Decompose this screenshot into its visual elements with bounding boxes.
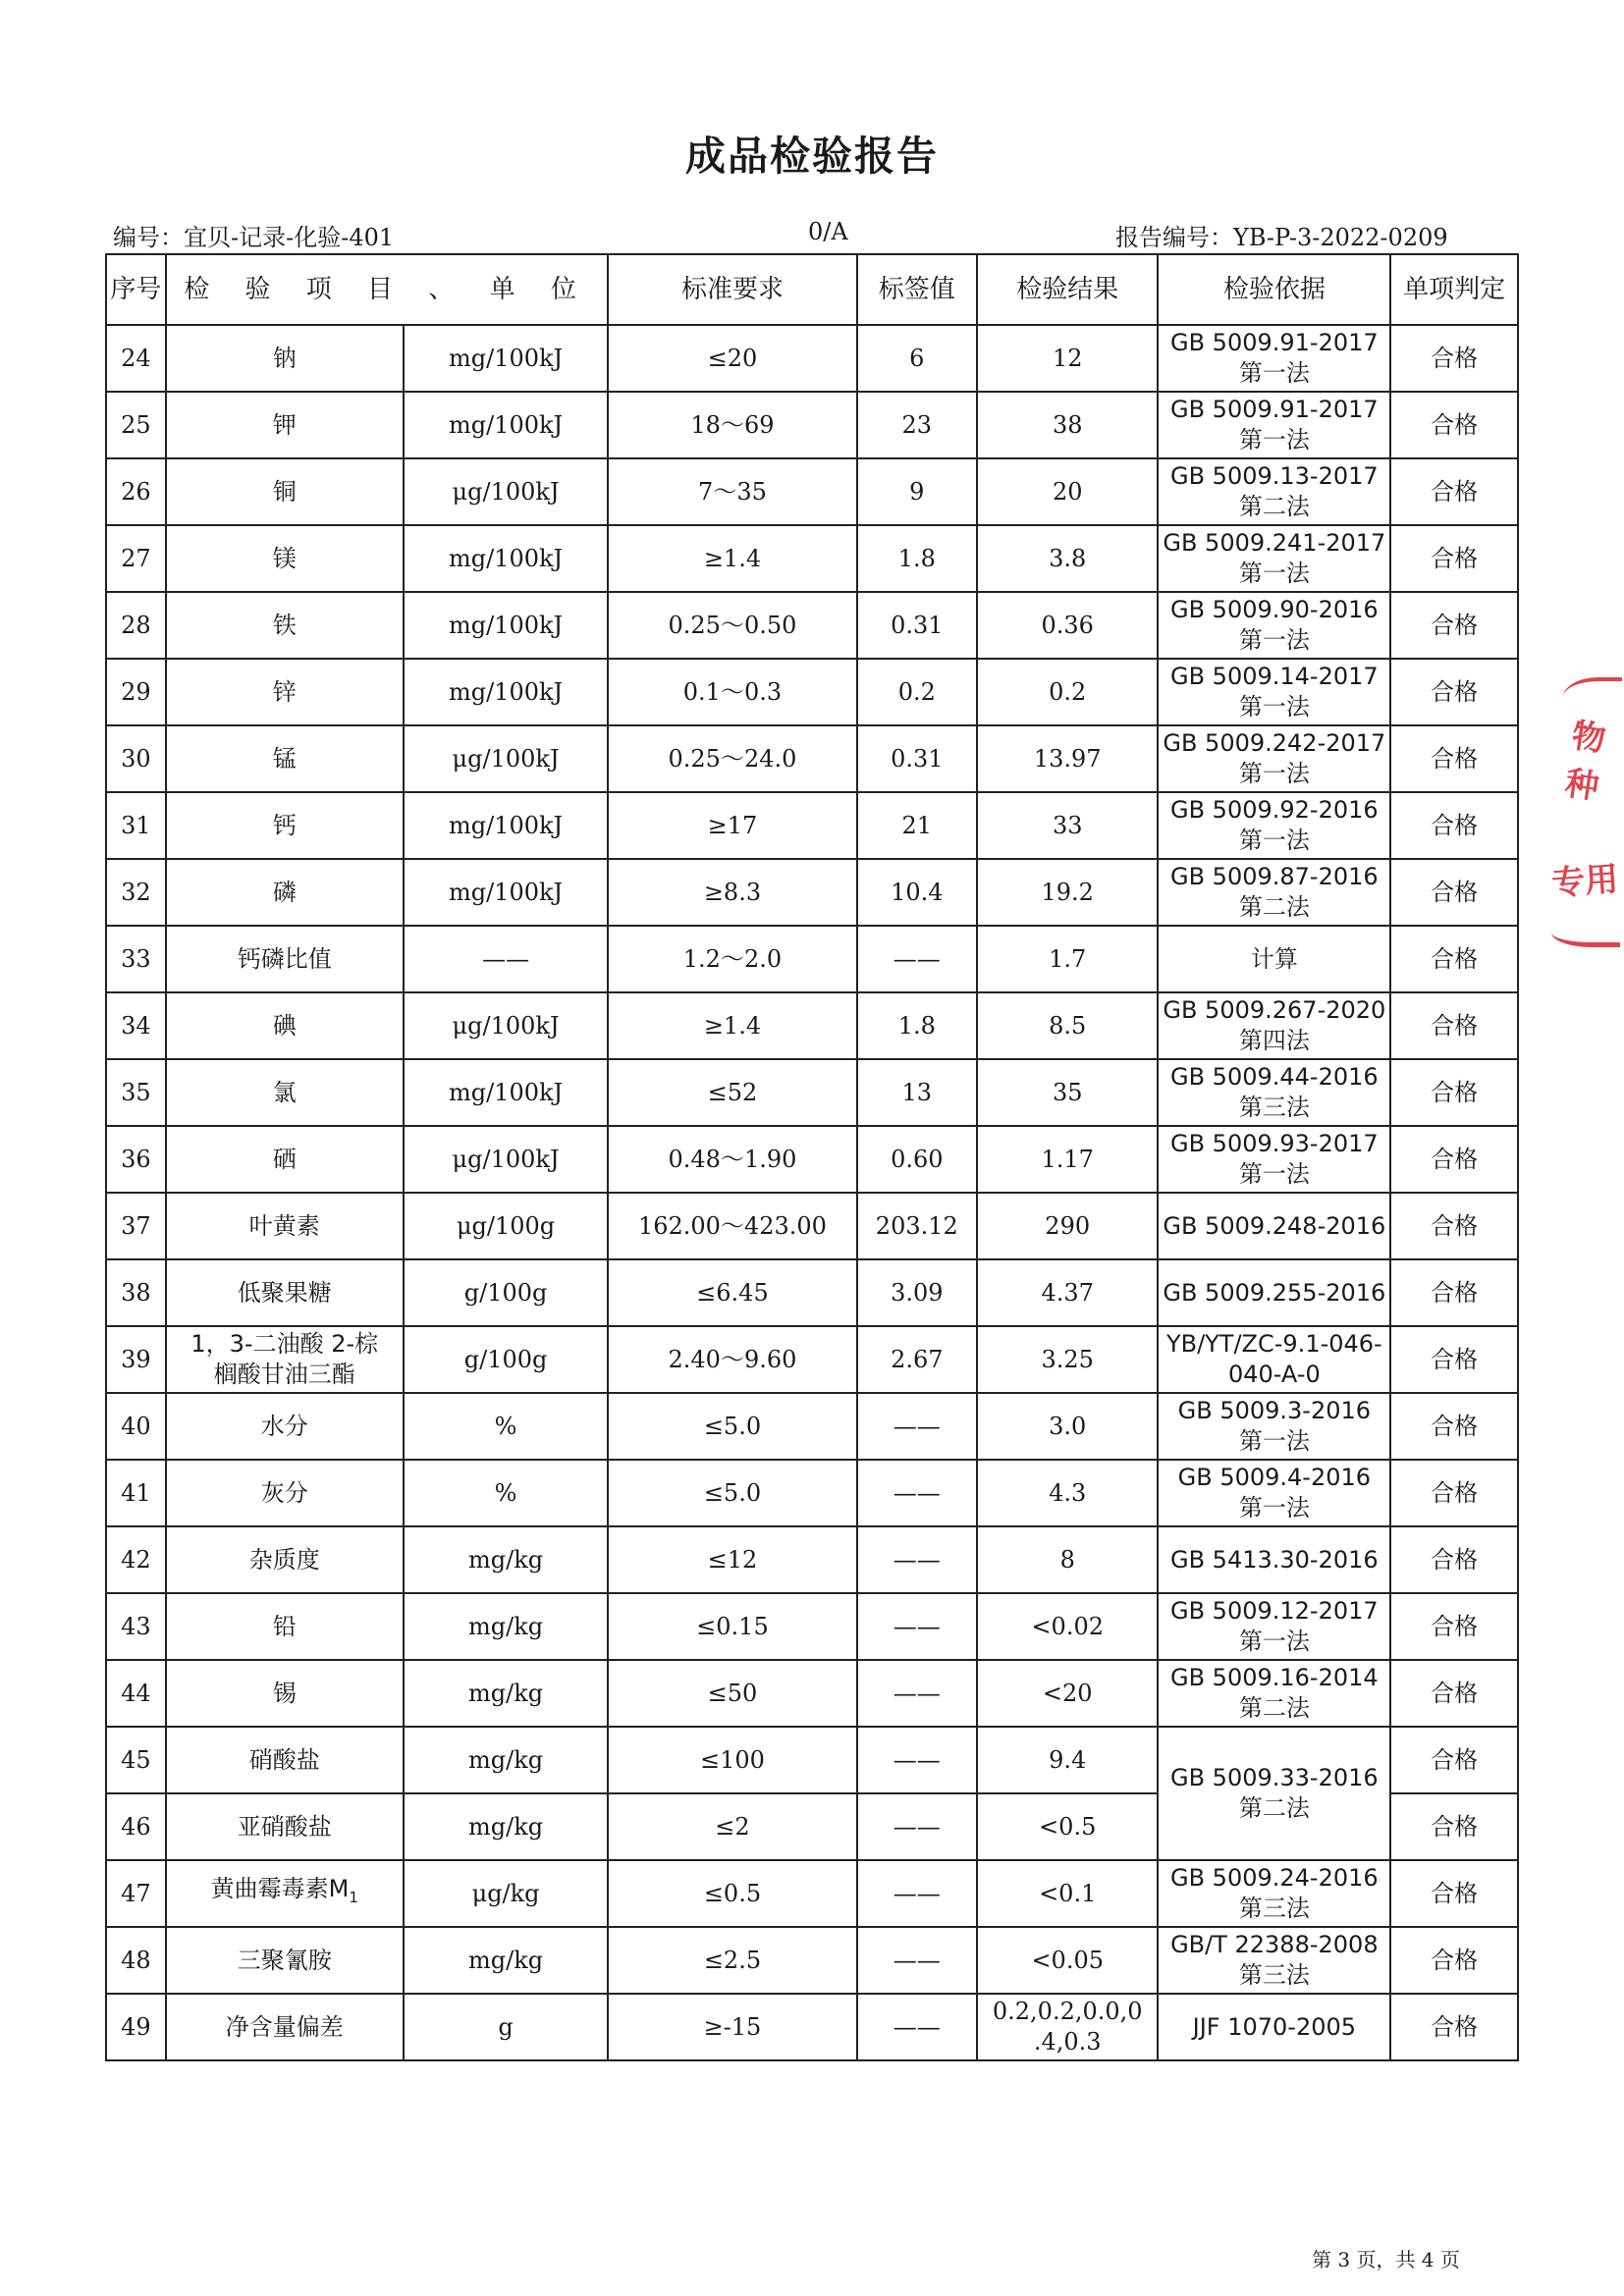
judgement: 合格	[1390, 1793, 1518, 1860]
col-seq: 序号	[106, 254, 166, 325]
test-method: GB 5009.3-2016 第一法	[1158, 1393, 1390, 1460]
test-result: 3.25	[977, 1326, 1158, 1393]
table-row	[106, 1326, 1518, 1393]
judgement: 合格	[1390, 926, 1518, 992]
table-row	[106, 1593, 1518, 1660]
test-method: GB 5009.91-2017 第一法	[1158, 325, 1390, 392]
label-value: 1.8	[857, 992, 978, 1059]
col-result: 检验结果	[977, 254, 1158, 325]
test-method: YB/YT/ZC-9.1-046- 040-A-0	[1158, 1326, 1390, 1393]
item-unit: mg/100kJ	[404, 392, 609, 458]
test-method: GB 5009.24-2016 第三法	[1158, 1860, 1390, 1927]
standard-requirement: ≥8.3	[608, 859, 856, 926]
table-row	[106, 1526, 1518, 1593]
test-result: 0.2	[977, 659, 1158, 725]
table-row	[106, 792, 1518, 859]
standard-requirement: ≤100	[608, 1727, 856, 1793]
item-unit: μg/100g	[404, 1193, 609, 1259]
row-number: 33	[106, 926, 166, 992]
item-unit: mg/kg	[404, 1793, 609, 1860]
standard-requirement: ≥-15	[608, 1994, 856, 2060]
row-number: 25	[106, 392, 166, 458]
item-name: 锌	[166, 659, 404, 725]
standard-requirement: 7～35	[608, 458, 856, 525]
test-method: GB/T 22388-2008 第三法	[1158, 1927, 1390, 1994]
standard-requirement: ≥1.4	[608, 992, 856, 1059]
header-row	[106, 254, 1518, 325]
standard-requirement: ≤20	[608, 325, 856, 392]
test-result: 0.2,0.2,0.0,0 .4,0.3	[977, 1994, 1158, 2060]
item-unit: ——	[404, 926, 609, 992]
inspection-table	[105, 253, 1519, 2061]
standard-requirement: ≤5.0	[608, 1460, 856, 1526]
label-value: 1.8	[857, 525, 978, 592]
page-footer: 第 3 页，共 4 页	[1312, 2248, 1460, 2271]
item-name: 杂质度	[166, 1526, 404, 1593]
test-method: GB 5009.248-2016	[1158, 1193, 1390, 1259]
item-unit: mg/kg	[404, 1526, 609, 1593]
test-method: GB 5009.33-2016 第二法	[1158, 1727, 1390, 1860]
judgement: 合格	[1390, 1126, 1518, 1193]
item-unit: mg/kg	[404, 1927, 609, 1994]
standard-requirement: ≤6.45	[608, 1259, 856, 1326]
test-result: 0.36	[977, 592, 1158, 659]
test-result: 3.8	[977, 525, 1158, 592]
standard-requirement: ≥1.4	[608, 525, 856, 592]
table-row	[106, 859, 1518, 926]
row-number: 47	[106, 1860, 166, 1927]
label-value: 0.31	[857, 725, 978, 792]
row-number: 34	[106, 992, 166, 1059]
test-result: 8.5	[977, 992, 1158, 1059]
test-method: GB 5009.255-2016	[1158, 1259, 1390, 1326]
label-value: 0.31	[857, 592, 978, 659]
judgement: 合格	[1390, 1927, 1518, 1994]
standard-requirement: ≤0.5	[608, 1860, 856, 1927]
standard-requirement: ≥17	[608, 792, 856, 859]
item-name: 钙	[166, 792, 404, 859]
row-number: 29	[106, 659, 166, 725]
table-row	[106, 1059, 1518, 1126]
table-row	[106, 1927, 1518, 1994]
test-method: GB 5009.44-2016 第三法	[1158, 1059, 1390, 1126]
item-name: 钠	[166, 325, 404, 392]
table-row	[106, 1393, 1518, 1460]
test-result: <0.02	[977, 1593, 1158, 1660]
table-row	[106, 458, 1518, 525]
standard-requirement: ≤5.0	[608, 1393, 856, 1460]
item-name: 钾	[166, 392, 404, 458]
item-unit: μg/100kJ	[404, 458, 609, 525]
red-seal-stamp: 物种 专用	[1543, 677, 1624, 952]
label-value: 203.12	[857, 1193, 978, 1259]
test-result: <0.1	[977, 1860, 1158, 1927]
judgement: 合格	[1390, 859, 1518, 926]
judgement: 合格	[1390, 1059, 1518, 1126]
row-number: 39	[106, 1326, 166, 1393]
item-name: 黄曲霉毒素$M_1$	[166, 1860, 404, 1927]
item-unit: %	[404, 1460, 609, 1526]
version-number: 0/A	[808, 218, 848, 245]
test-result: 4.37	[977, 1259, 1158, 1326]
standard-requirement: 0.25～24.0	[608, 725, 856, 792]
test-method: GB 5009.13-2017 第二法	[1158, 458, 1390, 525]
test-method: GB 5009.242-2017 第一法	[1158, 725, 1390, 792]
standard-requirement: ≤52	[608, 1059, 856, 1126]
item-unit: μg/kg	[404, 1860, 609, 1927]
test-method: GB 5009.87-2016 第二法	[1158, 859, 1390, 926]
report-number: 报告编号：YB-P-3-2022-0209	[1115, 224, 1448, 251]
standard-requirement: ≤0.15	[608, 1593, 856, 1660]
item-name: 锰	[166, 725, 404, 792]
judgement: 合格	[1390, 592, 1518, 659]
item-name: 叶黄素	[166, 1193, 404, 1259]
test-result: 38	[977, 392, 1158, 458]
row-number: 27	[106, 525, 166, 592]
table-row	[106, 1660, 1518, 1727]
standard-requirement: ≤2.5	[608, 1927, 856, 1994]
standard-requirement: ≤12	[608, 1526, 856, 1593]
label-value: 0.60	[857, 1126, 978, 1193]
label-value: ——	[857, 926, 978, 992]
row-number: 30	[106, 725, 166, 792]
test-result: 13.97	[977, 725, 1158, 792]
table-row	[106, 592, 1518, 659]
row-number: 32	[106, 859, 166, 926]
item-unit: g/100g	[404, 1259, 609, 1326]
item-name: 灰分	[166, 1460, 404, 1526]
table-row	[106, 1727, 1518, 1793]
item-unit: μg/100kJ	[404, 1126, 609, 1193]
table-row	[106, 725, 1518, 792]
test-result: 19.2	[977, 859, 1158, 926]
judgement: 合格	[1390, 1526, 1518, 1593]
label-value: 2.67	[857, 1326, 978, 1393]
test-method: GB 5009.241-2017 第一法	[1158, 525, 1390, 592]
test-method: GB 5009.14-2017 第一法	[1158, 659, 1390, 725]
item-name: 氯	[166, 1059, 404, 1126]
judgement: 合格	[1390, 1326, 1518, 1393]
table-row	[106, 525, 1518, 592]
judgement: 合格	[1390, 525, 1518, 592]
label-value: ——	[857, 1460, 978, 1526]
row-number: 37	[106, 1193, 166, 1259]
label-value: 3.09	[857, 1259, 978, 1326]
item-unit: mg/100kJ	[404, 792, 609, 859]
item-unit: mg/100kJ	[404, 592, 609, 659]
standard-requirement: ≤2	[608, 1793, 856, 1860]
row-number: 26	[106, 458, 166, 525]
test-method: GB 5009.267-2020 第四法	[1158, 992, 1390, 1059]
item-unit: μg/100kJ	[404, 992, 609, 1059]
test-result: 1.17	[977, 1126, 1158, 1193]
row-number: 45	[106, 1727, 166, 1793]
item-name: 磷	[166, 859, 404, 926]
item-name: 铁	[166, 592, 404, 659]
test-method: GB 5413.30-2016	[1158, 1526, 1390, 1593]
label-value: ——	[857, 1927, 978, 1994]
test-result: <0.05	[977, 1927, 1158, 1994]
item-unit: mg/kg	[404, 1660, 609, 1727]
label-value: ——	[857, 1660, 978, 1727]
judgement: 合格	[1390, 992, 1518, 1059]
test-method: GB 5009.91-2017 第一法	[1158, 392, 1390, 458]
item-unit: mg/100kJ	[404, 859, 609, 926]
row-number: 43	[106, 1593, 166, 1660]
item-name: 水分	[166, 1393, 404, 1460]
table-row	[106, 1193, 1518, 1259]
judgement: 合格	[1390, 659, 1518, 725]
item-unit: mg/100kJ	[404, 1059, 609, 1126]
table-row	[106, 1460, 1518, 1526]
col-item-unit: 检 验 项 目 、 单 位	[166, 254, 609, 325]
item-name: 钙磷比值	[166, 926, 404, 992]
judgement: 合格	[1390, 392, 1518, 458]
label-value: ——	[857, 1593, 978, 1660]
test-method: GB 5009.4-2016 第一法	[1158, 1460, 1390, 1526]
test-method: GB 5009.90-2016 第一法	[1158, 592, 1390, 659]
test-result: <20	[977, 1660, 1158, 1727]
test-result: 4.3	[977, 1460, 1158, 1526]
row-number: 38	[106, 1259, 166, 1326]
test-result: <0.5	[977, 1793, 1158, 1860]
standard-requirement: ≤50	[608, 1660, 856, 1727]
label-value: 13	[857, 1059, 978, 1126]
test-result: 290	[977, 1193, 1158, 1259]
label-value: 6	[857, 325, 978, 392]
item-unit: g	[404, 1994, 609, 2060]
row-number: 46	[106, 1793, 166, 1860]
label-value: 0.2	[857, 659, 978, 725]
table-row	[106, 1860, 1518, 1927]
label-value: ——	[857, 1994, 978, 2060]
row-number: 35	[106, 1059, 166, 1126]
test-result: 3.0	[977, 1393, 1158, 1460]
item-name: 铜	[166, 458, 404, 525]
row-number: 40	[106, 1393, 166, 1460]
item-name: 铅	[166, 1593, 404, 1660]
item-name: 硒	[166, 1126, 404, 1193]
item-name: 低聚果糖	[166, 1259, 404, 1326]
judgement: 合格	[1390, 725, 1518, 792]
item-unit: mg/kg	[404, 1727, 609, 1793]
item-name: 镁	[166, 525, 404, 592]
item-unit: mg/100kJ	[404, 659, 609, 725]
item-unit: mg/kg	[404, 1593, 609, 1660]
table-row	[106, 992, 1518, 1059]
judgement: 合格	[1390, 1259, 1518, 1326]
test-result: 9.4	[977, 1727, 1158, 1793]
test-method: GB 5009.12-2017 第一法	[1158, 1593, 1390, 1660]
label-value: ——	[857, 1793, 978, 1860]
test-result: 35	[977, 1059, 1158, 1126]
judgement: 合格	[1390, 325, 1518, 392]
item-name: 锡	[166, 1660, 404, 1727]
row-number: 44	[106, 1660, 166, 1727]
table-row	[106, 392, 1518, 458]
table-row	[106, 1126, 1518, 1193]
judgement: 合格	[1390, 1193, 1518, 1259]
judgement: 合格	[1390, 1593, 1518, 1660]
row-number: 28	[106, 592, 166, 659]
standard-requirement: 2.40～9.60	[608, 1326, 856, 1393]
row-number: 31	[106, 792, 166, 859]
standard-requirement: 162.00～423.00	[608, 1193, 856, 1259]
test-result: 20	[977, 458, 1158, 525]
label-value: 9	[857, 458, 978, 525]
standard-requirement: 0.25～0.50	[608, 592, 856, 659]
test-method: GB 5009.93-2017 第一法	[1158, 1126, 1390, 1193]
col-label-value: 标签值	[857, 254, 978, 325]
judgement: 合格	[1390, 1727, 1518, 1793]
judgement: 合格	[1390, 458, 1518, 525]
label-value: ——	[857, 1860, 978, 1927]
report-title: 成品检验报告	[685, 133, 939, 180]
item-name: 硝酸盐	[166, 1727, 404, 1793]
label-value: ——	[857, 1727, 978, 1793]
test-method: JJF 1070-2005	[1158, 1994, 1390, 2060]
item-unit: g/100g	[404, 1326, 609, 1393]
item-unit: μg/100kJ	[404, 725, 609, 792]
label-value: 23	[857, 392, 978, 458]
test-result: 12	[977, 325, 1158, 392]
judgement: 合格	[1390, 792, 1518, 859]
table-row	[106, 1259, 1518, 1326]
judgement: 合格	[1390, 1660, 1518, 1727]
label-value: 10.4	[857, 859, 978, 926]
item-unit: %	[404, 1393, 609, 1460]
test-result: 1.7	[977, 926, 1158, 992]
label-value: ——	[857, 1526, 978, 1593]
row-number: 24	[106, 325, 166, 392]
col-method: 检验依据	[1158, 254, 1390, 325]
label-value: ——	[857, 1393, 978, 1460]
item-name: 净含量偏差	[166, 1994, 404, 2060]
label-value: 21	[857, 792, 978, 859]
row-number: 49	[106, 1994, 166, 2060]
item-name: 亚硝酸盐	[166, 1793, 404, 1860]
row-number: 41	[106, 1460, 166, 1526]
judgement: 合格	[1390, 1860, 1518, 1927]
col-standard: 标准要求	[608, 254, 856, 325]
col-judgement: 单项判定	[1390, 254, 1518, 325]
item-name: 三聚氰胺	[166, 1927, 404, 1994]
item-name: 碘	[166, 992, 404, 1059]
table-row	[106, 1994, 1518, 2060]
standard-requirement: 18～69	[608, 392, 856, 458]
row-number: 42	[106, 1526, 166, 1593]
judgement: 合格	[1390, 1994, 1518, 2060]
table-row	[106, 659, 1518, 725]
test-method: GB 5009.16-2014 第二法	[1158, 1660, 1390, 1727]
test-result: 33	[977, 792, 1158, 859]
standard-requirement: 1.2～2.0	[608, 926, 856, 992]
test-method: 计算	[1158, 926, 1390, 992]
row-number: 36	[106, 1126, 166, 1193]
row-number: 48	[106, 1927, 166, 1994]
item-name: 1，3-二油酸 2-棕 榈酸甘油三酯	[166, 1326, 404, 1393]
record-number: 编号：宜贝-记录-化验-401	[113, 224, 395, 251]
test-method: GB 5009.92-2016 第一法	[1158, 792, 1390, 859]
item-unit: mg/100kJ	[404, 525, 609, 592]
judgement: 合格	[1390, 1460, 1518, 1526]
judgement: 合格	[1390, 1393, 1518, 1460]
test-result: 8	[977, 1526, 1158, 1593]
standard-requirement: 0.48～1.90	[608, 1126, 856, 1193]
table-row	[106, 325, 1518, 392]
item-unit: mg/100kJ	[404, 325, 609, 392]
standard-requirement: 0.1～0.3	[608, 659, 856, 725]
table-row	[106, 926, 1518, 992]
